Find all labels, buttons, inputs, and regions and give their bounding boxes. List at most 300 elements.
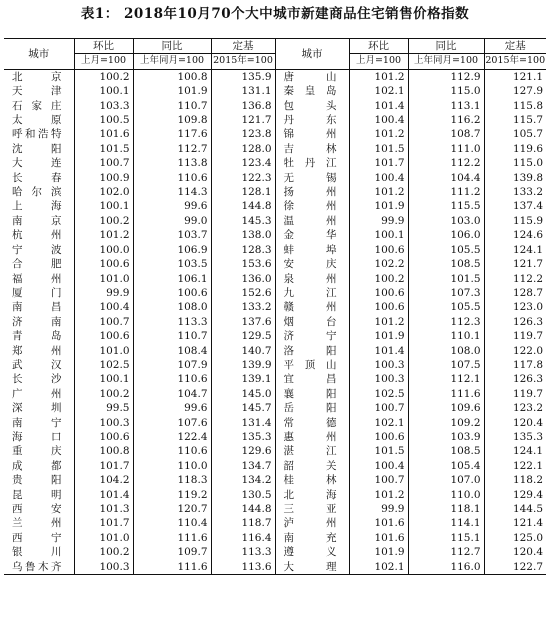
mom-cell: 101.5 bbox=[349, 142, 408, 156]
mom-cell: 101.4 bbox=[74, 488, 133, 502]
mom-cell: 101.4 bbox=[349, 344, 408, 358]
mom-cell: 100.2 bbox=[74, 69, 133, 84]
city-cell: 长 春 bbox=[12, 171, 62, 184]
mom-cell: 101.7 bbox=[349, 156, 408, 170]
base-cell: 137.6 bbox=[211, 315, 275, 329]
base-cell: 128.7 bbox=[484, 286, 546, 300]
city-cell: 济 南 bbox=[12, 315, 62, 328]
base-cell: 130.5 bbox=[211, 488, 275, 502]
base-cell: 133.2 bbox=[211, 300, 275, 314]
mom-cell: 101.9 bbox=[349, 199, 408, 213]
city-cell: 杭 州 bbox=[12, 229, 62, 242]
base-cell: 128.1 bbox=[211, 185, 275, 199]
base-cell: 124.1 bbox=[484, 444, 546, 458]
yoy-cell: 99.0 bbox=[133, 214, 211, 228]
table-row bbox=[4, 488, 546, 502]
table-title: 表1： 2018年10月70个大中城市新建商品住宅销售价格指数 bbox=[80, 6, 470, 22]
mom-header-right: 环比 bbox=[349, 39, 408, 54]
yoy-cell: 108.0 bbox=[408, 344, 484, 358]
table-row bbox=[4, 156, 546, 170]
table-row bbox=[4, 473, 546, 487]
city-cell: 海 口 bbox=[12, 430, 62, 443]
yoy-cell: 114.1 bbox=[408, 516, 484, 530]
mom-cell: 101.2 bbox=[349, 69, 408, 84]
base-cell: 153.6 bbox=[211, 257, 275, 271]
city-cell: 厦 门 bbox=[12, 286, 62, 299]
city-cell: 岳 阳 bbox=[275, 401, 349, 415]
base-cell: 144.8 bbox=[211, 502, 275, 516]
yoy-header-left: 同比 bbox=[133, 39, 211, 54]
base-cell: 115.8 bbox=[484, 99, 546, 113]
yoy-cell: 110.0 bbox=[133, 459, 211, 473]
mom-cell: 101.2 bbox=[349, 315, 408, 329]
base-sub-right: 2015年=100 bbox=[484, 54, 546, 69]
city-cell: 呼和浩特 bbox=[12, 128, 62, 141]
yoy-cell: 106.0 bbox=[408, 228, 484, 242]
yoy-cell: 112.7 bbox=[408, 545, 484, 559]
yoy-cell: 108.4 bbox=[133, 344, 211, 358]
yoy-cell: 110.6 bbox=[133, 372, 211, 386]
mom-cell: 101.2 bbox=[349, 488, 408, 502]
table-row bbox=[4, 113, 546, 127]
city-cell: 北 京 bbox=[12, 70, 62, 83]
base-cell: 117.8 bbox=[484, 358, 546, 372]
city-cell: 武 汉 bbox=[12, 358, 62, 371]
city-cell: 哈尔滨 bbox=[12, 186, 62, 199]
city-header-left: 城市 bbox=[4, 39, 74, 70]
mom-cell: 101.2 bbox=[349, 127, 408, 141]
city-cell: 沈 阳 bbox=[12, 142, 62, 155]
base-cell: 136.8 bbox=[211, 99, 275, 113]
mom-cell: 101.6 bbox=[349, 531, 408, 545]
base-cell: 125.0 bbox=[484, 531, 546, 545]
table-row bbox=[4, 560, 546, 575]
city-cell: 济 宁 bbox=[275, 329, 349, 343]
mom-cell: 100.6 bbox=[349, 243, 408, 257]
yoy-cell: 99.6 bbox=[133, 401, 211, 415]
base-cell: 120.4 bbox=[484, 416, 546, 430]
table-row bbox=[4, 416, 546, 430]
yoy-cell: 108.5 bbox=[408, 444, 484, 458]
city-cell: 贵 阳 bbox=[12, 474, 62, 487]
city-cell: 蚌 埠 bbox=[275, 243, 349, 257]
table-row bbox=[4, 329, 546, 343]
table-row bbox=[4, 358, 546, 372]
yoy-cell: 108.0 bbox=[133, 300, 211, 314]
city-cell: 徐 州 bbox=[275, 199, 349, 213]
mom-cell: 101.0 bbox=[74, 344, 133, 358]
yoy-cell: 115.1 bbox=[408, 531, 484, 545]
city-cell: 烟 台 bbox=[275, 315, 349, 329]
city-cell: 成 都 bbox=[12, 459, 62, 472]
base-cell: 145.7 bbox=[211, 401, 275, 415]
price-index-table bbox=[4, 38, 546, 575]
city-cell: 乌鲁木齐 bbox=[4, 560, 74, 575]
yoy-cell: 104.4 bbox=[408, 171, 484, 185]
city-cell: 包 头 bbox=[275, 99, 349, 113]
base-cell: 123.2 bbox=[484, 401, 546, 415]
city-cell: 金 华 bbox=[275, 228, 349, 242]
city-cell: 泉 州 bbox=[275, 272, 349, 286]
mom-cell: 101.5 bbox=[74, 142, 133, 156]
yoy-cell: 101.5 bbox=[408, 272, 484, 286]
city-cell: 吉 林 bbox=[275, 142, 349, 156]
yoy-cell: 120.7 bbox=[133, 502, 211, 516]
city-cell: 锦 州 bbox=[275, 127, 349, 141]
city-cell: 西 宁 bbox=[12, 531, 62, 544]
mom-cell: 101.6 bbox=[349, 516, 408, 530]
mom-sub-right: 上月=100 bbox=[349, 54, 408, 69]
city-cell: 北 海 bbox=[275, 488, 349, 502]
base-cell: 113.3 bbox=[211, 545, 275, 559]
table-row bbox=[4, 444, 546, 458]
table-row bbox=[4, 545, 546, 559]
base-cell: 105.7 bbox=[484, 127, 546, 141]
base-cell: 135.3 bbox=[211, 430, 275, 444]
city-cell: 合 肥 bbox=[12, 258, 62, 271]
yoy-cell: 105.5 bbox=[408, 243, 484, 257]
city-cell: 温 州 bbox=[275, 214, 349, 228]
yoy-cell: 101.9 bbox=[133, 84, 211, 98]
mom-cell: 101.9 bbox=[349, 545, 408, 559]
yoy-cell: 110.0 bbox=[408, 488, 484, 502]
base-cell: 139.1 bbox=[211, 372, 275, 386]
base-cell: 112.2 bbox=[484, 272, 546, 286]
yoy-sub-left: 上年同月=100 bbox=[133, 54, 211, 69]
base-cell: 129.6 bbox=[211, 444, 275, 458]
yoy-cell: 111.2 bbox=[408, 185, 484, 199]
base-cell: 121.4 bbox=[484, 516, 546, 530]
mom-cell: 100.3 bbox=[349, 358, 408, 372]
yoy-cell: 116.2 bbox=[408, 113, 484, 127]
yoy-sub-right: 上年同月=100 bbox=[408, 54, 484, 69]
mom-cell: 101.2 bbox=[349, 185, 408, 199]
city-cell: 广 州 bbox=[12, 387, 62, 400]
yoy-cell: 112.3 bbox=[408, 315, 484, 329]
mom-cell: 101.0 bbox=[74, 531, 133, 545]
mom-cell: 100.7 bbox=[74, 156, 133, 170]
yoy-cell: 115.5 bbox=[408, 199, 484, 213]
yoy-cell: 108.7 bbox=[408, 127, 484, 141]
table-row bbox=[4, 142, 546, 156]
mom-cell: 101.5 bbox=[349, 444, 408, 458]
yoy-header-right: 同比 bbox=[408, 39, 484, 54]
mom-cell: 100.2 bbox=[74, 545, 133, 559]
yoy-cell: 103.9 bbox=[408, 430, 484, 444]
base-cell: 124.1 bbox=[484, 243, 546, 257]
city-cell: 泸 州 bbox=[275, 516, 349, 530]
city-cell: 赣 州 bbox=[275, 300, 349, 314]
mom-cell: 100.0 bbox=[74, 243, 133, 257]
city-cell: 唐 山 bbox=[275, 69, 349, 84]
table-row bbox=[4, 300, 546, 314]
base-cell: 120.4 bbox=[484, 545, 546, 559]
city-cell: 丹 东 bbox=[275, 113, 349, 127]
mom-cell: 100.3 bbox=[74, 560, 133, 575]
city-header-right: 城市 bbox=[275, 39, 349, 70]
city-cell: 三 亚 bbox=[275, 502, 349, 516]
mom-cell: 100.6 bbox=[349, 300, 408, 314]
yoy-cell: 114.3 bbox=[133, 185, 211, 199]
base-cell: 139.8 bbox=[484, 171, 546, 185]
city-cell: 韶 关 bbox=[275, 459, 349, 473]
yoy-cell: 112.9 bbox=[408, 69, 484, 84]
yoy-cell: 110.1 bbox=[408, 329, 484, 343]
mom-cell: 101.2 bbox=[74, 228, 133, 242]
yoy-cell: 111.6 bbox=[408, 387, 484, 401]
base-cell: 115.0 bbox=[484, 156, 546, 170]
table-row bbox=[4, 531, 546, 545]
city-cell: 南 京 bbox=[12, 214, 62, 227]
city-cell: 大 连 bbox=[12, 157, 62, 170]
base-cell: 123.0 bbox=[484, 300, 546, 314]
base-cell: 122.7 bbox=[484, 560, 546, 575]
header-row-main bbox=[4, 39, 546, 54]
table-row bbox=[4, 199, 546, 213]
mom-cell: 100.3 bbox=[74, 416, 133, 430]
base-cell: 121.7 bbox=[484, 257, 546, 271]
yoy-cell: 103.5 bbox=[133, 257, 211, 271]
base-cell: 144.5 bbox=[484, 502, 546, 516]
table-row bbox=[4, 372, 546, 386]
yoy-cell: 113.3 bbox=[133, 315, 211, 329]
base-cell: 128.0 bbox=[211, 142, 275, 156]
yoy-cell: 107.9 bbox=[133, 358, 211, 372]
mom-cell: 100.8 bbox=[74, 444, 133, 458]
mom-cell: 100.5 bbox=[74, 113, 133, 127]
yoy-cell: 116.0 bbox=[408, 560, 484, 575]
city-cell: 惠 州 bbox=[275, 430, 349, 444]
mom-cell: 102.0 bbox=[74, 185, 133, 199]
city-cell: 遵 义 bbox=[275, 545, 349, 559]
table-row bbox=[4, 516, 546, 530]
city-cell: 洛 阳 bbox=[275, 344, 349, 358]
base-cell: 131.4 bbox=[211, 416, 275, 430]
base-cell: 140.7 bbox=[211, 344, 275, 358]
city-cell: 昆 明 bbox=[12, 488, 62, 501]
mom-cell: 100.4 bbox=[349, 113, 408, 127]
base-cell: 128.3 bbox=[211, 243, 275, 257]
mom-sub-left: 上月=100 bbox=[74, 54, 133, 69]
yoy-cell: 109.6 bbox=[408, 401, 484, 415]
mom-cell: 101.7 bbox=[74, 459, 133, 473]
yoy-cell: 118.3 bbox=[133, 473, 211, 487]
city-cell: 西 安 bbox=[12, 503, 62, 515]
base-cell: 119.6 bbox=[484, 142, 546, 156]
yoy-cell: 99.6 bbox=[133, 199, 211, 213]
yoy-cell: 107.3 bbox=[408, 286, 484, 300]
city-cell: 南 宁 bbox=[12, 416, 62, 429]
base-cell: 121.1 bbox=[484, 69, 546, 84]
table-row bbox=[4, 84, 546, 98]
base-cell: 126.3 bbox=[484, 372, 546, 386]
yoy-cell: 110.7 bbox=[133, 329, 211, 343]
city-cell: 石家庄 bbox=[12, 99, 62, 112]
yoy-cell: 107.0 bbox=[408, 473, 484, 487]
city-cell: 常 德 bbox=[275, 416, 349, 430]
base-cell: 137.4 bbox=[484, 199, 546, 213]
table-row bbox=[4, 214, 546, 228]
base-cell: 152.6 bbox=[211, 286, 275, 300]
base-cell: 113.6 bbox=[211, 560, 275, 575]
table-row bbox=[4, 228, 546, 242]
table-row bbox=[4, 387, 546, 401]
base-cell: 138.0 bbox=[211, 228, 275, 242]
city-cell: 桂 林 bbox=[275, 473, 349, 487]
mom-cell: 100.1 bbox=[74, 372, 133, 386]
yoy-cell: 111.6 bbox=[133, 560, 211, 575]
mom-cell: 100.2 bbox=[74, 214, 133, 228]
mom-cell: 102.1 bbox=[349, 560, 408, 575]
mom-cell: 101.7 bbox=[74, 516, 133, 530]
base-cell: 126.3 bbox=[484, 315, 546, 329]
base-cell: 121.7 bbox=[211, 113, 275, 127]
base-cell: 122.3 bbox=[211, 171, 275, 185]
yoy-cell: 122.4 bbox=[133, 430, 211, 444]
table-row bbox=[4, 430, 546, 444]
base-cell: 145.0 bbox=[211, 387, 275, 401]
mom-cell: 101.6 bbox=[74, 127, 133, 141]
base-cell: 115.9 bbox=[484, 214, 546, 228]
base-cell: 127.9 bbox=[484, 84, 546, 98]
yoy-cell: 110.4 bbox=[133, 516, 211, 530]
city-cell: 平顶山 bbox=[275, 358, 349, 372]
mom-cell: 100.2 bbox=[74, 387, 133, 401]
yoy-cell: 112.2 bbox=[408, 156, 484, 170]
table-body bbox=[4, 69, 546, 574]
base-cell: 135.3 bbox=[484, 430, 546, 444]
table-row bbox=[4, 127, 546, 141]
yoy-cell: 117.6 bbox=[133, 127, 211, 141]
city-cell: 南 昌 bbox=[12, 301, 62, 314]
mom-cell: 100.3 bbox=[349, 372, 408, 386]
mom-cell: 100.1 bbox=[349, 228, 408, 242]
city-cell: 重 庆 bbox=[12, 445, 62, 458]
yoy-cell: 109.7 bbox=[133, 545, 211, 559]
base-cell: 116.4 bbox=[211, 531, 275, 545]
base-header-left: 定基 bbox=[211, 39, 275, 54]
base-cell: 124.6 bbox=[484, 228, 546, 242]
base-cell: 115.7 bbox=[484, 113, 546, 127]
mom-cell: 102.5 bbox=[74, 358, 133, 372]
mom-cell: 100.6 bbox=[349, 286, 408, 300]
table-row bbox=[4, 69, 546, 84]
base-cell: 135.9 bbox=[211, 69, 275, 84]
yoy-cell: 103.7 bbox=[133, 228, 211, 242]
mom-cell: 102.1 bbox=[349, 416, 408, 430]
base-cell: 139.9 bbox=[211, 358, 275, 372]
mom-cell: 100.7 bbox=[349, 473, 408, 487]
city-cell: 宁 波 bbox=[12, 243, 62, 256]
yoy-cell: 105.4 bbox=[408, 459, 484, 473]
yoy-cell: 109.2 bbox=[408, 416, 484, 430]
yoy-cell: 100.8 bbox=[133, 69, 211, 84]
mom-cell: 100.6 bbox=[74, 430, 133, 444]
table-row bbox=[4, 257, 546, 271]
city-cell: 长 沙 bbox=[12, 373, 62, 386]
city-cell: 大 理 bbox=[275, 560, 349, 575]
yoy-cell: 111.0 bbox=[408, 142, 484, 156]
mom-cell: 100.4 bbox=[349, 171, 408, 185]
city-cell: 湛 江 bbox=[275, 444, 349, 458]
yoy-cell: 110.6 bbox=[133, 171, 211, 185]
mom-cell: 99.9 bbox=[349, 214, 408, 228]
city-cell: 太 原 bbox=[12, 114, 62, 127]
mom-cell: 99.9 bbox=[349, 502, 408, 516]
base-cell: 119.7 bbox=[484, 329, 546, 343]
yoy-cell: 118.1 bbox=[408, 502, 484, 516]
base-cell: 145.3 bbox=[211, 214, 275, 228]
table-row bbox=[4, 502, 546, 516]
yoy-cell: 107.6 bbox=[133, 416, 211, 430]
yoy-cell: 106.1 bbox=[133, 272, 211, 286]
yoy-cell: 119.2 bbox=[133, 488, 211, 502]
base-cell: 134.7 bbox=[211, 459, 275, 473]
table-row bbox=[4, 243, 546, 257]
mom-cell: 99.5 bbox=[74, 401, 133, 415]
table-row bbox=[4, 185, 546, 199]
base-header-right: 定基 bbox=[484, 39, 546, 54]
city-cell: 郑 州 bbox=[12, 344, 62, 357]
yoy-cell: 113.1 bbox=[408, 99, 484, 113]
base-cell: 118.2 bbox=[484, 473, 546, 487]
city-cell: 天 津 bbox=[12, 85, 62, 98]
mom-cell: 101.9 bbox=[349, 329, 408, 343]
mom-cell: 102.5 bbox=[349, 387, 408, 401]
mom-cell: 100.4 bbox=[74, 300, 133, 314]
base-cell: 136.0 bbox=[211, 272, 275, 286]
yoy-cell: 107.5 bbox=[408, 358, 484, 372]
mom-cell: 100.9 bbox=[74, 171, 133, 185]
yoy-cell: 112.1 bbox=[408, 372, 484, 386]
base-cell: 129.5 bbox=[211, 329, 275, 343]
mom-cell: 100.7 bbox=[74, 315, 133, 329]
mom-cell: 102.2 bbox=[349, 257, 408, 271]
mom-cell: 99.9 bbox=[74, 286, 133, 300]
mom-cell: 101.3 bbox=[74, 502, 133, 516]
city-cell: 无 锡 bbox=[275, 171, 349, 185]
city-cell: 宜 昌 bbox=[275, 372, 349, 386]
mom-header-left: 环比 bbox=[74, 39, 133, 54]
base-cell: 119.7 bbox=[484, 387, 546, 401]
yoy-cell: 108.5 bbox=[408, 257, 484, 271]
table-row bbox=[4, 315, 546, 329]
mom-cell: 100.7 bbox=[349, 401, 408, 415]
table-row bbox=[4, 401, 546, 415]
yoy-cell: 103.0 bbox=[408, 214, 484, 228]
yoy-cell: 111.6 bbox=[133, 531, 211, 545]
mom-cell: 104.2 bbox=[74, 473, 133, 487]
yoy-cell: 110.6 bbox=[133, 444, 211, 458]
base-cell: 122.0 bbox=[484, 344, 546, 358]
city-cell: 秦皇岛 bbox=[275, 84, 349, 98]
yoy-cell: 112.7 bbox=[133, 142, 211, 156]
table-row bbox=[4, 344, 546, 358]
mom-cell: 103.3 bbox=[74, 99, 133, 113]
city-cell: 牡丹江 bbox=[275, 156, 349, 170]
city-cell: 扬 州 bbox=[275, 185, 349, 199]
table-row bbox=[4, 272, 546, 286]
yoy-cell: 106.9 bbox=[133, 243, 211, 257]
yoy-cell: 104.7 bbox=[133, 387, 211, 401]
table-row bbox=[4, 99, 546, 113]
city-cell: 上 海 bbox=[12, 200, 62, 213]
base-cell: 131.1 bbox=[211, 84, 275, 98]
yoy-cell: 105.5 bbox=[408, 300, 484, 314]
city-cell: 安 庆 bbox=[275, 257, 349, 271]
mom-cell: 100.6 bbox=[74, 329, 133, 343]
base-cell: 134.2 bbox=[211, 473, 275, 487]
